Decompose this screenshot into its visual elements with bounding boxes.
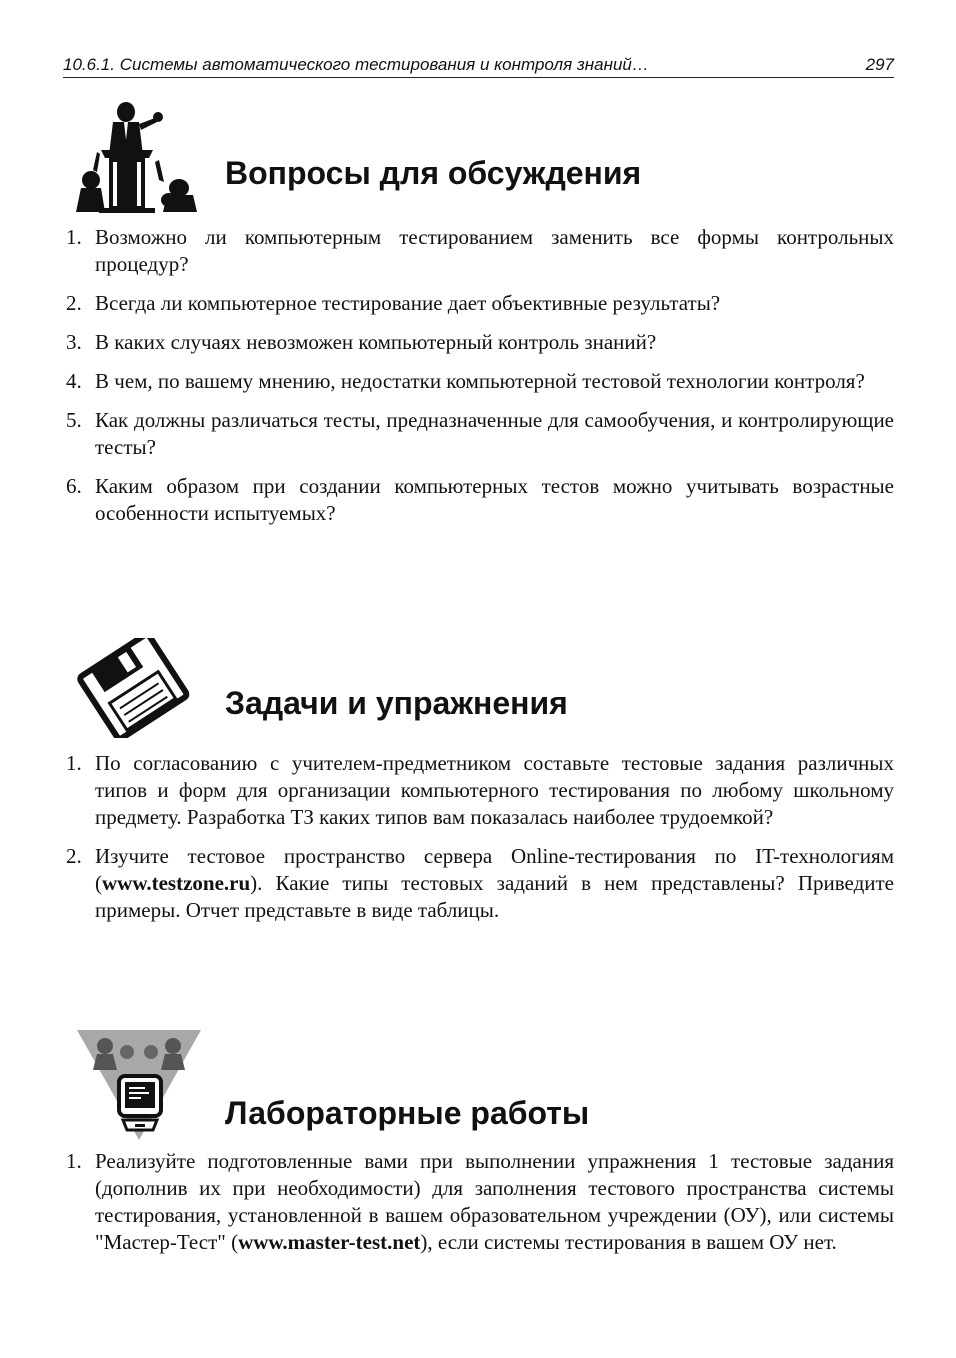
page-number: 297 bbox=[865, 55, 894, 74]
section-title: Вопросы для обсуждения bbox=[225, 155, 642, 191]
url-testzone: www.testzone.ru bbox=[102, 871, 251, 895]
item-number: 2. bbox=[66, 844, 82, 868]
section-exercises bbox=[63, 630, 894, 936]
item-number: 2. bbox=[66, 291, 82, 315]
list-item bbox=[63, 473, 894, 527]
item-text-after: ), если системы тестирования в вашем ОУ нет. bbox=[420, 1230, 837, 1254]
lecturer-podium-icon bbox=[71, 100, 201, 220]
section-discussion bbox=[63, 100, 894, 539]
section-title: Задачи и упражнения bbox=[225, 685, 568, 721]
list-item bbox=[63, 407, 894, 461]
item-text: В чем, по вашему мнению, недостатки компьютерной тестовой технологии контроля? bbox=[95, 369, 865, 393]
list-item bbox=[63, 224, 894, 278]
item-number: 6. bbox=[66, 474, 82, 498]
exercise-list bbox=[63, 750, 894, 924]
item-number: 3. bbox=[66, 330, 82, 354]
list-item bbox=[63, 750, 894, 831]
section-heading bbox=[63, 100, 894, 220]
running-title: 10.6.1. Системы автоматического тестирования и контроля знаний… bbox=[63, 55, 649, 74]
url-master-test: www.master-test.net bbox=[238, 1230, 421, 1254]
item-number: 5. bbox=[66, 408, 82, 432]
item-text: По согласованию с учителем-предметником составьте тестовые задания различных типов и форм для организации компьютерного тестирования по любому школьному предмету. Разработка ТЗ каких типов вам показалась наиболее трудоемкой? bbox=[95, 751, 894, 829]
item-text: В каких случаях невозможен компьютерный контроль знаний? bbox=[95, 330, 657, 354]
lab-list bbox=[63, 1148, 894, 1256]
question-list bbox=[63, 224, 894, 527]
section-title: Лабораторные работы bbox=[225, 1095, 590, 1131]
item-number: 1. bbox=[66, 1149, 82, 1173]
item-number: 4. bbox=[66, 369, 82, 393]
list-item bbox=[63, 368, 894, 395]
item-text-before: Изучите тестовое пространство сервера Online-тестирования по IT-технологиям ( bbox=[95, 844, 894, 895]
item-text: Всегда ли компьютерное тестирование дает объективные результаты? bbox=[95, 291, 721, 315]
section-heading bbox=[63, 1026, 894, 1146]
floppy-disk-icon bbox=[71, 638, 196, 743]
running-header bbox=[63, 55, 894, 78]
list-item bbox=[63, 843, 894, 924]
list-item bbox=[63, 290, 894, 317]
item-text: Каким образом при создании компьютерных тестов можно учитывать возрастные особенности испытуемых? bbox=[95, 474, 894, 525]
item-text-after: ). Какие типы тестовых заданий в нем представлены? Приведите примеры. Отчет представьте в виде таблицы. bbox=[95, 871, 894, 922]
section-labs bbox=[63, 1026, 894, 1268]
item-number: 1. bbox=[66, 751, 82, 775]
list-item bbox=[63, 1148, 894, 1256]
item-text: Как должны различаться тесты, предназначенные для самообучения, и контролирующие тесты? bbox=[95, 408, 894, 459]
item-number: 1. bbox=[66, 225, 82, 249]
list-item bbox=[63, 329, 894, 356]
item-text-before: Реализуйте подготовленные вами при выполнении упражнения 1 тестовые задания (дополнив их при необходимости) для заполнения тестового пространства системы тестирования, установленной в вашем образовательном учреждении (ОУ), или системы "Мастер-Тест" ( bbox=[95, 1149, 894, 1254]
item-text: Возможно ли компьютерным тестированием заменить все формы контрольных процедур? bbox=[95, 225, 894, 276]
section-heading bbox=[63, 630, 894, 750]
computer-lab-icon bbox=[75, 1026, 203, 1149]
